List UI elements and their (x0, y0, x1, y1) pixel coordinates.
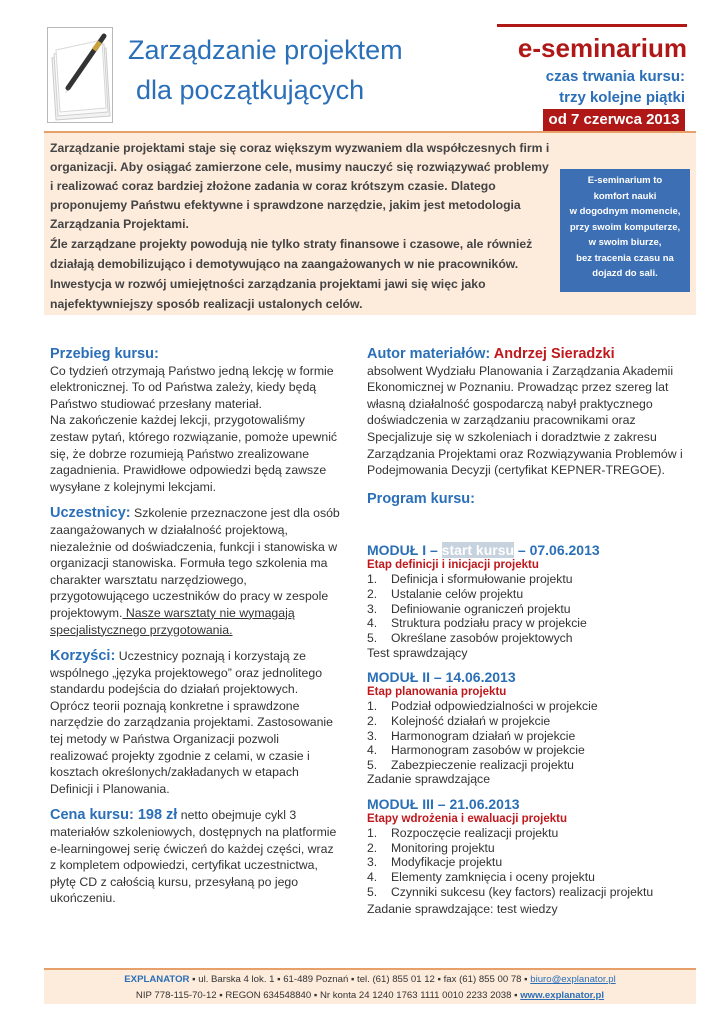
author-bio: absolwent Wydziału Planowania i Zarządzania Akademii Ekonomicznej w Poznaniu. Prowadząc przez szereg lat własną działalność gospodarczą nabył praktycznego doświadczenia w zarządzaniu pracownikami oraz Specjalizuje się w szkoleniach i doradztwie z zakresu Zarządzania Projektami oraz Rozwiązywania Problemów i Podejmowania Decyzji (certyfikat KEPNER-TREGOE). (367, 363, 683, 478)
duration-label: czas trwania kursu: (545, 68, 685, 85)
title-line-1: Zarządzanie projektem (128, 35, 403, 65)
module-1-title: MODUŁ I – (367, 542, 442, 559)
program-heading: Program kursu: (367, 490, 475, 507)
info-line: w swoim biurze, (588, 237, 662, 248)
page-title (128, 30, 468, 110)
left-column (50, 346, 340, 907)
module-2-heading: MODUŁ II – 14.06.2013 (367, 669, 516, 686)
pen-paper-icon (48, 28, 113, 123)
right-column (367, 346, 687, 919)
module-2-list (367, 699, 687, 772)
module-1 (367, 541, 687, 662)
przebieg-text-2: Na zakończenie każdej lekcji, przygotowaliśmy zestaw pytań, którego rozwiązanie, pomoże upewnić się, że dobrze rozumieją Państwo zrealizowane zagadnienia. Prawidłowe odpowiedzi będą zawsze wysyłane z kolejnymi lekcjami. (50, 413, 338, 494)
website-link[interactable]: www.explanator.pl (520, 990, 605, 1001)
list-item: 3. Definiowanie ograniczeń projektu (367, 601, 571, 616)
course-duration (470, 66, 685, 108)
intro-paragraph-3: Inwestycja w rozwój umiejętności zarządzania projektami jawi się więc jako najefektywniejszy sposób realizacji ustalonych celów. (50, 277, 486, 311)
module-3-test: Zadanie sprawdzające: test wiedzy (367, 902, 558, 917)
author-heading (367, 346, 687, 363)
uczestnicy-section (50, 505, 340, 638)
module-2-stage: Etap planowania projektu (367, 686, 507, 699)
przebieg-heading: Przebieg kursu: (50, 346, 159, 362)
module-1-stage: Etap definicji i inicjacji projektu (367, 559, 539, 572)
cena-text: netto obejmuje cykl 3 materiałów szkoleniowych, dostępnych na platformie e-learningowej serię ćwiczeń do każdej części, wraz z kompletem odpowiedzi, certyfikat uczestnictwa, płytę CD z całością kursu, przesyłaną po jego ukończeniu. (50, 808, 337, 906)
module-3-heading: MODUŁ III – 21.06.2013 (367, 796, 520, 813)
list-item: 1. Definicja i sformułowanie projektu (367, 572, 573, 587)
intro-text (50, 139, 550, 314)
list-item: 1. Podział odpowiedzialności w projekcie (367, 699, 598, 714)
korzysci-section (50, 648, 340, 797)
info-line: przy swoim komputerze, (569, 221, 681, 233)
list-item: 5. Zabezpieczenie realizacji projektu (367, 757, 574, 772)
list-item: 5. Określane zasobów projektowych (367, 630, 573, 645)
module-1-list (367, 572, 687, 645)
list-item: 4. Struktura podziału pracy w projekcie (367, 616, 587, 631)
info-line: w dogodnym momencie, (569, 206, 681, 217)
footer (44, 970, 696, 1004)
uczestnicy-heading: Uczestnicy: (50, 505, 131, 522)
info-line: komfort nauki (593, 190, 657, 202)
intro-paragraph-2: Źle zarządzane projekty powodują nie tylko straty finansowe i czasowe, ale również działają demobilizująco i demotywująco na zaangażowanych w nie pracowników. (50, 237, 533, 271)
company-name: EXPLANATOR (124, 974, 190, 985)
module-2 (367, 668, 687, 787)
duration-value: trzy kolejne piątki (559, 89, 685, 106)
module-1-date: – 07.06.2013 (514, 542, 600, 559)
seminar-badge: e-seminarium (517, 33, 687, 63)
cena-heading: Cena kursu: 198 zł (50, 807, 178, 824)
list-item: 3. Harmonogram działań w projekcie (367, 728, 576, 743)
info-line: dojazd do sali. (592, 268, 658, 279)
korzysci-text: Uczestnicy poznają i korzystają ze wspólnego „języka projektowego” oraz jednolitego standardu podejścia do działań projektowych. Oprócz teorii poznają konkretne i sprawdzone narzędzie do zarządzania projektami. Zastosowanie tej metody w Państwa Organizacji pozwoli realizować projekty zgodnie z celami, w czasie i kosztach określonych/zakładanych w etapach Definicji i Planowania. (50, 649, 333, 796)
company-registration: NIP 778-115-70-12 ▪ REGON 634548840 ▪ Nr konta 24 1240 1763 1111 0010 2233 2038 ▪ (135, 990, 521, 1001)
uczestnicy-note: Nasze warsztaty nie wymagają specjalistycznego przygotowania. (50, 605, 295, 637)
module-3 (367, 795, 687, 919)
uczestnicy-text: Szkolenie przeznaczone jest dla osób zaangażowanych w działalność projektową, niezależnie od doświadczenia, funkcji i stanowiska w organizacji stanowiska. Formuła tego szkolenia ma charakter warsztatu narzędziowego, przygotowującego uczestników do pracy w zespole projektowym. (50, 506, 340, 620)
author-label: Autor materiałów: (367, 346, 491, 362)
list-item: 4. Harmonogram zasobów w projekcie (367, 743, 585, 758)
module-3-stage: Etapy wdrożenia i ewaluacji projektu (367, 813, 568, 826)
intro-paragraph-1: Zarządzanie projektami staje się coraz większym wyzwaniem dla współczesnych firm i organizacji. Aby osiągać zamierzone cele, musimy nauczyć się rozwiązywać problemy i realizować coraz bardziej złożone zadania w coraz krótszym czasie. Dlatego proponujemy Państwu efektywne i sprawdzone narzędzie, jakim jest metodologia Zarządzania Projektami. (50, 141, 550, 231)
title-line-2: dla początkujących (136, 75, 365, 105)
footer-line-2 (44, 988, 696, 1004)
company-address: ▪ ul. Barska 4 lok. 1 ▪ 61-489 Poznań ▪ tel. (61) 855 01 12 ▪ fax (61) 855 00 78 ▪ (189, 974, 531, 985)
header-rule (497, 24, 687, 27)
list-item: 1. Rozpoczęcie realizacji projektu (367, 826, 559, 841)
cena-section (50, 807, 340, 907)
list-item: 5. Czynniki sukcesu (key factors) realizacji projektu (367, 884, 654, 899)
module-1-heading (367, 541, 687, 559)
module-3-list (367, 826, 687, 899)
list-item: 2. Kolejność działań w projekcie (367, 713, 551, 728)
module-1-start-highlight: start kursu (441, 542, 515, 559)
eseminar-info-box (560, 169, 690, 292)
korzysci-heading: Korzyści: (50, 648, 116, 665)
footer-line-1 (44, 972, 696, 988)
email-link[interactable]: biuro@explanator.pl (530, 974, 616, 985)
przebieg-text: Co tydzień otrzymają Państwo jedną lekcję w formie elektronicznej. To od Państwa zależy, kiedy będą Państwo studiować przesłany materiał. (50, 363, 334, 411)
info-line: bez tracenia czasu na (576, 252, 674, 264)
list-item: 3. Modyfikacje projektu (367, 855, 503, 870)
author-name: Andrzej Sieradzki (490, 346, 615, 362)
logo-pen-paper-image (47, 27, 113, 123)
list-item: 2. Ustalanie celów projektu (367, 586, 524, 601)
module-1-test: Test sprawdzający (367, 646, 468, 661)
list-item: 2. Monitoring projektu (367, 840, 495, 855)
list-item: 4. Elementy zamknięcia i oceny projektu (367, 870, 595, 885)
info-line: E-seminarium to (587, 175, 663, 186)
start-date-badge: od 7 czerwca 2013 (543, 109, 685, 131)
module-2-test: Zadanie sprawdzające (367, 772, 491, 787)
